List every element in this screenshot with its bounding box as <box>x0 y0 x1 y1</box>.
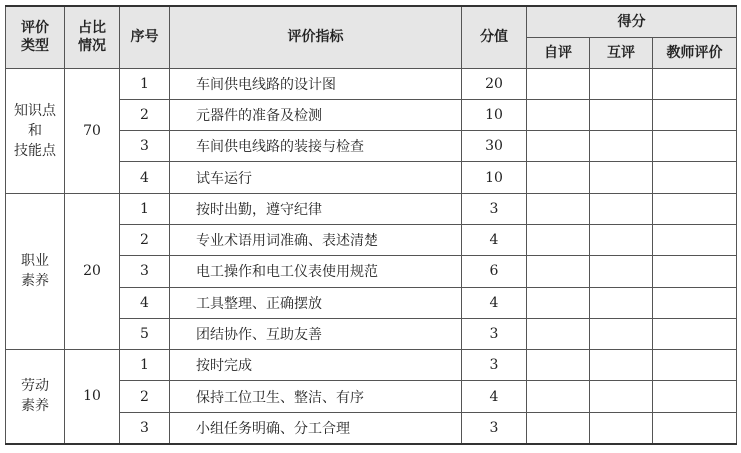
peer-score-cell <box>590 162 653 193</box>
header-self: 自评 <box>527 37 590 68</box>
teacher-score-cell <box>653 68 737 99</box>
header-seq: 序号 <box>120 6 170 68</box>
indicator-cell: 团结协作、互助友善 <box>170 318 462 349</box>
teacher-score-cell <box>653 256 737 287</box>
peer-score-cell <box>590 68 653 99</box>
self-score-cell <box>527 256 590 287</box>
indicator-cell: 车间供电线路的装接与检查 <box>170 131 462 162</box>
peer-score-cell <box>590 99 653 130</box>
self-score-cell <box>527 287 590 318</box>
score-cell: 30 <box>462 131 527 162</box>
score-cell: 4 <box>462 381 527 412</box>
indicator-cell: 工具整理、正确摆放 <box>170 287 462 318</box>
teacher-score-cell <box>653 131 737 162</box>
table-row <box>6 350 737 381</box>
seq-cell: 5 <box>120 318 170 349</box>
self-score-cell <box>527 162 590 193</box>
peer-score-cell <box>590 193 653 224</box>
peer-score-cell <box>590 287 653 318</box>
category-cell: 知识点 和 技能点 <box>6 68 65 193</box>
peer-score-cell <box>590 412 653 443</box>
header-result: 得分 <box>527 6 737 37</box>
seq-cell: 2 <box>120 381 170 412</box>
indicator-cell: 车间供电线路的设计图 <box>170 68 462 99</box>
self-score-cell <box>527 68 590 99</box>
indicator-cell: 按时完成 <box>170 350 462 381</box>
category-cell: 劳动 素养 <box>6 350 65 444</box>
header-ratio: 占比 情况 <box>65 6 120 68</box>
score-cell: 4 <box>462 287 527 318</box>
evaluation-table <box>5 5 737 445</box>
table-row <box>6 68 737 99</box>
teacher-score-cell <box>653 412 737 443</box>
seq-cell: 2 <box>120 99 170 130</box>
indicator-cell: 元器件的准备及检测 <box>170 99 462 130</box>
score-cell: 10 <box>462 162 527 193</box>
seq-cell: 1 <box>120 68 170 99</box>
seq-cell: 1 <box>120 350 170 381</box>
peer-score-cell <box>590 256 653 287</box>
self-score-cell <box>527 318 590 349</box>
self-score-cell <box>527 131 590 162</box>
teacher-score-cell <box>653 193 737 224</box>
seq-cell: 3 <box>120 131 170 162</box>
header-score: 分值 <box>462 6 527 68</box>
teacher-score-cell <box>653 350 737 381</box>
score-cell: 3 <box>462 412 527 443</box>
ratio-cell: 20 <box>65 193 120 349</box>
indicator-cell: 电工操作和电工仪表使用规范 <box>170 256 462 287</box>
peer-score-cell <box>590 350 653 381</box>
teacher-score-cell <box>653 287 737 318</box>
self-score-cell <box>527 99 590 130</box>
indicator-cell: 按时出勤，遵守纪律 <box>170 193 462 224</box>
seq-cell: 4 <box>120 162 170 193</box>
peer-score-cell <box>590 318 653 349</box>
score-cell: 10 <box>462 99 527 130</box>
indicator-cell: 小组任务明确、分工合理 <box>170 412 462 443</box>
seq-cell: 4 <box>120 287 170 318</box>
self-score-cell <box>527 412 590 443</box>
self-score-cell <box>527 224 590 255</box>
score-cell: 4 <box>462 224 527 255</box>
seq-cell: 3 <box>120 412 170 443</box>
score-cell: 3 <box>462 350 527 381</box>
teacher-score-cell <box>653 224 737 255</box>
category-cell: 职业 素养 <box>6 193 65 349</box>
self-score-cell <box>527 381 590 412</box>
header-category: 评价 类型 <box>6 6 65 68</box>
peer-score-cell <box>590 224 653 255</box>
peer-score-cell <box>590 381 653 412</box>
self-score-cell <box>527 193 590 224</box>
seq-cell: 2 <box>120 224 170 255</box>
teacher-score-cell <box>653 381 737 412</box>
seq-cell: 3 <box>120 256 170 287</box>
header-indicator: 评价指标 <box>170 6 462 68</box>
header-peer: 互评 <box>590 37 653 68</box>
teacher-score-cell <box>653 99 737 130</box>
header-teacher: 教师评价 <box>653 37 737 68</box>
teacher-score-cell <box>653 162 737 193</box>
self-score-cell <box>527 350 590 381</box>
table-header <box>6 6 737 68</box>
score-cell: 3 <box>462 318 527 349</box>
peer-score-cell <box>590 131 653 162</box>
indicator-cell: 试车运行 <box>170 162 462 193</box>
indicator-cell: 保持工位卫生、整洁、有序 <box>170 381 462 412</box>
ratio-cell: 10 <box>65 350 120 444</box>
table-row <box>6 193 737 224</box>
table-body <box>6 68 737 444</box>
indicator-cell: 专业术语用词准确、表述清楚 <box>170 224 462 255</box>
ratio-cell: 70 <box>65 68 120 193</box>
score-cell: 3 <box>462 193 527 224</box>
seq-cell: 1 <box>120 193 170 224</box>
teacher-score-cell <box>653 318 737 349</box>
score-cell: 20 <box>462 68 527 99</box>
score-cell: 6 <box>462 256 527 287</box>
